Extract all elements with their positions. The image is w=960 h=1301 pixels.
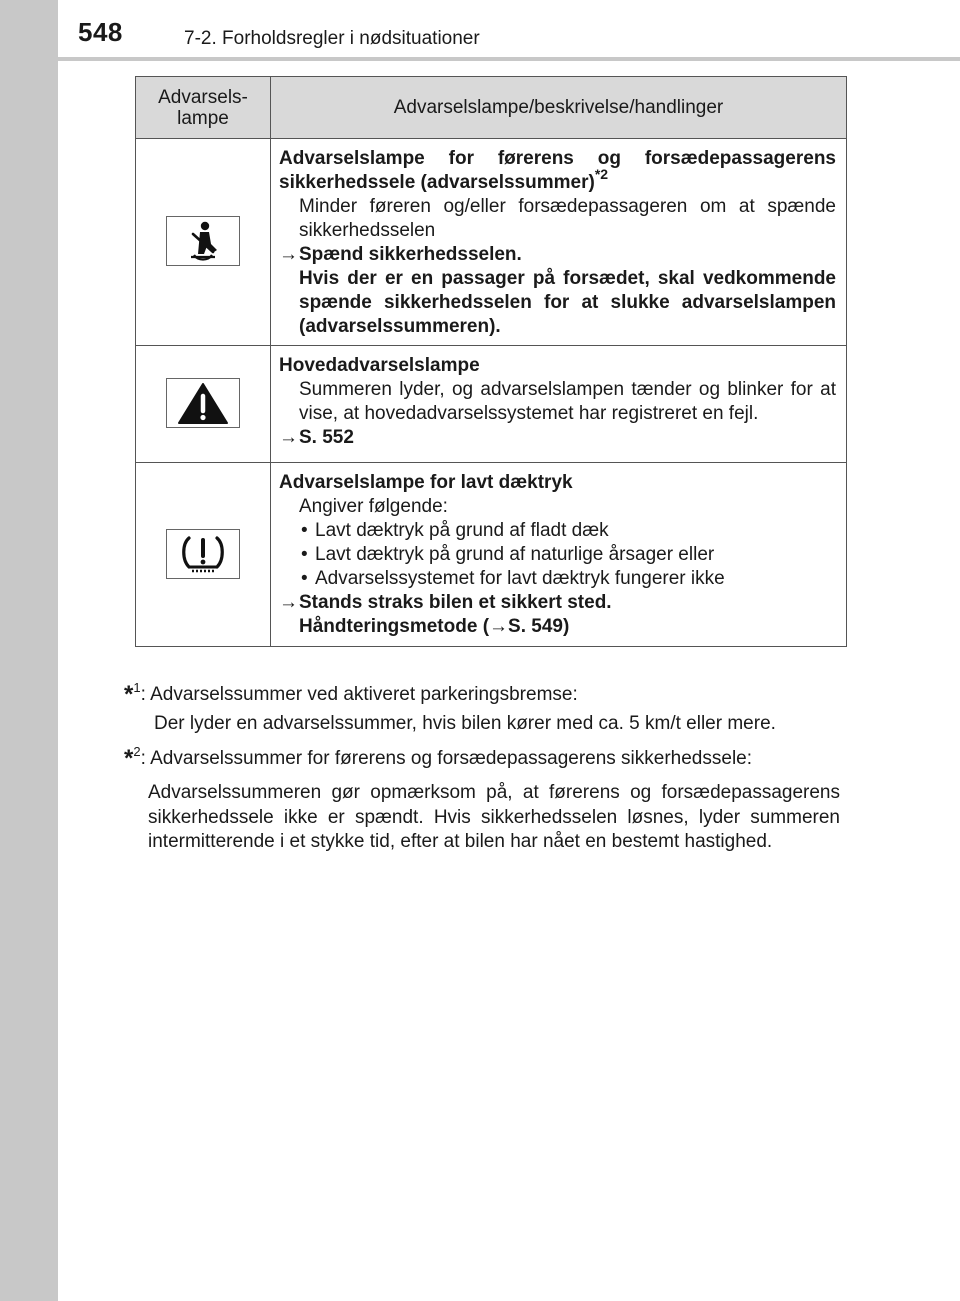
footnote-title: : Advarselssummer ved aktiveret parkeringsbremse: bbox=[140, 684, 578, 705]
page-reference-link[interactable]: S. 549) bbox=[508, 616, 570, 637]
row-action bbox=[279, 426, 836, 450]
list-item-text: Lavt dæktryk på grund af fladt dæk bbox=[315, 520, 609, 541]
row-action-continuation bbox=[279, 615, 836, 639]
footnote-1-text: Der lyder en advarselssummer, hvis bilen kører med ca. 5 km/t eller mere. bbox=[154, 713, 776, 734]
arrow-icon: → bbox=[279, 592, 298, 613]
table-header-row bbox=[136, 77, 847, 139]
footnote-1-heading bbox=[124, 676, 848, 707]
list-item-text: Advarselssystemet for lavt dæktryk fungerer ikke bbox=[315, 568, 725, 589]
description-cell bbox=[271, 463, 847, 647]
table-row bbox=[136, 139, 847, 346]
list-item bbox=[279, 519, 836, 543]
bullet-icon: • bbox=[301, 568, 308, 589]
seatbelt-warning-icon bbox=[166, 216, 240, 266]
column-header-lamp-text: Advarsels- lampe bbox=[158, 86, 248, 129]
row-action bbox=[279, 243, 836, 267]
row-description: Angiver følgende: bbox=[299, 496, 448, 517]
column-header-lamp bbox=[136, 77, 271, 139]
row-title: Hovedadvarselslampe bbox=[279, 355, 480, 376]
arrow-icon: → bbox=[279, 244, 298, 265]
low-tire-pressure-icon bbox=[166, 529, 240, 579]
row-description: Summeren lyder, og advarselslampen tænder og blinker for at vise, at hovedadvarselssystemet har registreret en fejl. bbox=[299, 379, 836, 424]
table-row bbox=[136, 463, 847, 647]
row-description: Minder føreren og/eller forsædepassageren om at spænde sikkerhedsselen bbox=[299, 196, 836, 241]
icon-cell bbox=[136, 346, 271, 463]
warning-lamp-table bbox=[135, 76, 847, 647]
row-action-text: Stands straks bilen et sikkert sted. bbox=[299, 592, 612, 613]
handling-method-label: Håndteringsmetode ( bbox=[299, 616, 490, 637]
arrow-icon: → bbox=[489, 616, 509, 637]
bullet-icon: • bbox=[301, 544, 308, 565]
column-header-description: Advarselslampe/beskrivelse/handlinger bbox=[271, 77, 847, 139]
bullet-icon: • bbox=[301, 520, 308, 541]
row-title: Advarselslampe for lavt dæktryk bbox=[279, 472, 573, 493]
footnote-asterisk: * bbox=[124, 681, 134, 708]
page-number: 548 bbox=[78, 17, 123, 47]
page-margin-bar bbox=[0, 0, 58, 1301]
icon-cell bbox=[136, 139, 271, 346]
description-cell bbox=[271, 139, 847, 346]
icon-cell bbox=[136, 463, 271, 647]
footnote-number: 2 bbox=[133, 744, 141, 759]
footnote-asterisk: * bbox=[124, 745, 134, 772]
master-warning-icon bbox=[166, 378, 240, 428]
list-item bbox=[279, 567, 836, 591]
footnote-2-text: Advarselssummeren gør opmærksom på, at førerens og forsædepassagerens sikkerhedssele ikke er spændt. Hvis sikkerhedsselen løsnes, lyder summeren intermitterende i et stykke tid, efter at bilen har nået en bestemt hastighed. bbox=[148, 782, 840, 852]
row-action bbox=[279, 591, 836, 615]
list-item bbox=[279, 543, 836, 567]
footnote-ref: *2 bbox=[594, 166, 609, 182]
description-cell bbox=[271, 346, 847, 463]
row-title-text: Advarselslampe for førerens og forsædepassagerens sikkerhedssele (advarselssummer) bbox=[279, 148, 836, 193]
section-title: 7-2. Forholdsregler i nødsituationer bbox=[184, 28, 480, 49]
footnote-number: 1 bbox=[133, 680, 141, 695]
list-item-text: Lavt dæktryk på grund af naturlige årsager eller bbox=[315, 544, 715, 565]
arrow-icon: → bbox=[279, 427, 298, 448]
table-row bbox=[136, 346, 847, 463]
row-action-continuation: Hvis der er en passager på forsædet, skal vedkommende spænde sikkerhedsselen for at slukke advarselslampen (advarselssummeren). bbox=[299, 268, 836, 337]
row-title bbox=[279, 147, 836, 195]
footnote-title: : Advarselssummer for førerens og forsædepassagerens sikkerhedssele: bbox=[140, 748, 753, 769]
page-reference-link[interactable]: S. 552 bbox=[299, 427, 354, 448]
row-action-text: Spænd sikkerhedsselen. bbox=[299, 244, 522, 265]
header-rule bbox=[58, 57, 960, 61]
footnote-2-heading bbox=[124, 740, 848, 771]
